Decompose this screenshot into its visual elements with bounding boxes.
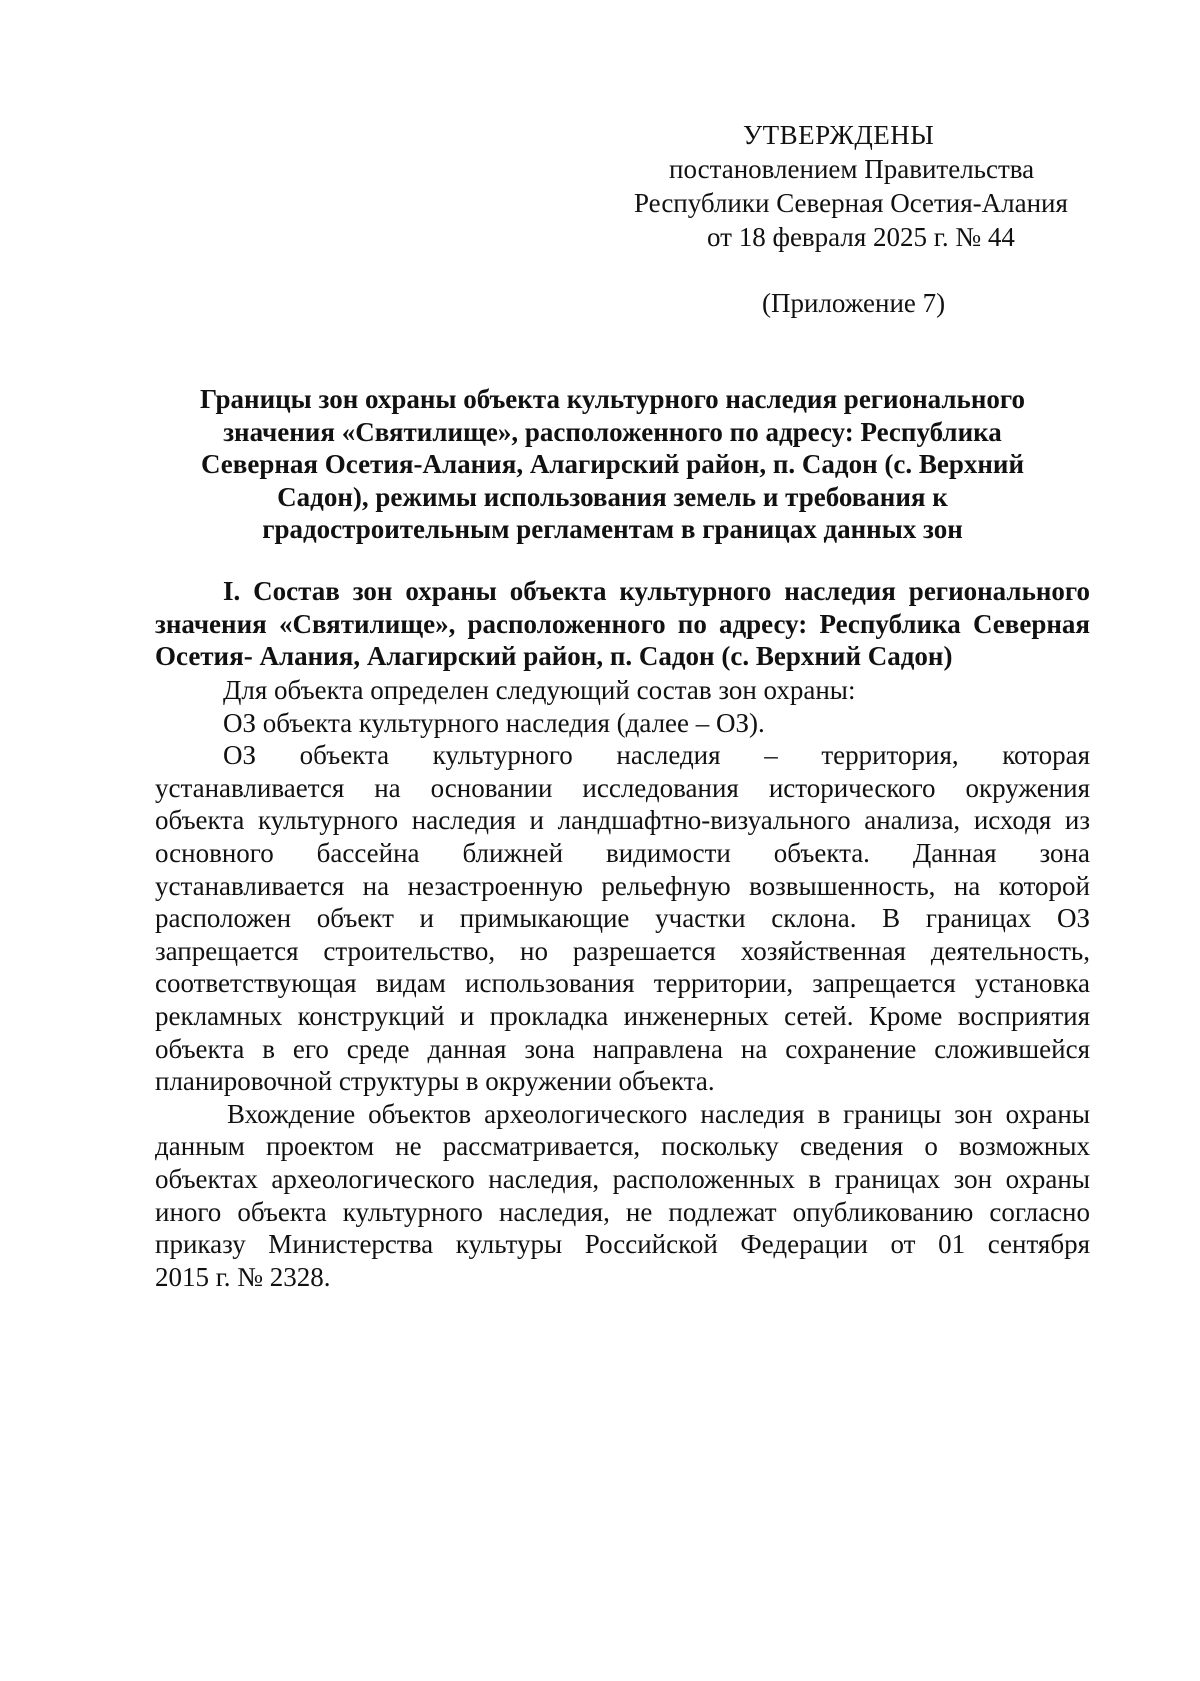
paragraph-line: основного бассейна ближней видимости объекта. Данная зона bbox=[155, 837, 1090, 868]
paragraph-line: 2015 г. № 2328. bbox=[155, 1261, 331, 1292]
paragraph-line: устанавливается на основании исследования исторического окружения bbox=[155, 772, 1090, 803]
approval-line: Республики Северная Осетия-Алания bbox=[634, 188, 1068, 218]
paragraph-line: приказу Министерства культуры Российской Федерации от 01 сентября bbox=[155, 1229, 1090, 1260]
title-line: значения «Святилище», расположенного по адресу: Республика bbox=[223, 416, 1002, 447]
paragraph-line: запрещается строительство, но разрешается хозяйственная деятельность, bbox=[155, 935, 1090, 966]
section-heading-line: I. Состав зон охраны объекта культурного наследия регионального bbox=[223, 576, 1090, 606]
approval-line: от 18 февраля 2025 г. № 44 bbox=[707, 222, 1015, 252]
appendix-label: (Приложение 7) bbox=[762, 288, 946, 318]
paragraph-line: устанавливается на незастроенную рельефную возвышенность, на которой bbox=[155, 870, 1090, 901]
title-line: градостроительным регламентам в границах данных зон bbox=[262, 514, 963, 544]
document-title bbox=[150, 383, 1075, 546]
paragraph-line: ОЗ объекта культурного наследия (далее – ОЗ). bbox=[223, 707, 765, 738]
paragraph-line: объекта в его среде данная зона направлена на сохранение сложившейся bbox=[155, 1033, 1090, 1064]
section-heading bbox=[155, 575, 1090, 673]
paragraph-line: соответствующая видам использования территории, запрещается установка bbox=[155, 968, 1090, 999]
title-line: Садон), режимы использования земель и требования к bbox=[277, 481, 948, 512]
paragraph-line: ОЗ объекта культурного наследия – территория, которая bbox=[223, 740, 1090, 771]
paragraph-line: Для объекта определен следующий состав зон охраны: bbox=[223, 675, 856, 705]
paragraph-line: Вхождение объектов археологического наследия в границы зон охраны bbox=[227, 1098, 1090, 1129]
paragraph-line: планировочной структуры в окружении объекта. bbox=[155, 1066, 715, 1097]
title-line: Северная Осетия-Алания, Алагирский район, п. Садон (с. Верхний bbox=[200, 449, 1025, 479]
title-line: Границы зон охраны объекта культурного наследия регионального bbox=[200, 384, 1025, 414]
approval-line: постановлением Правительства bbox=[669, 154, 1035, 184]
section-heading-line: Осетия- Алания, Алагирский район, п. Садон (с. Верхний Садон) bbox=[155, 641, 953, 671]
paragraph-line: рекламных конструкций и прокладка инженерных сетей. Кроме восприятия bbox=[155, 1000, 1090, 1031]
section-body bbox=[155, 674, 1090, 1293]
paragraph-line: данным проектом не рассматривается, поскольку сведения о возможных bbox=[155, 1131, 1090, 1162]
section-heading-line: значения «Святилище», расположенного по адресу: Республика Северная bbox=[155, 608, 1090, 639]
approval-block bbox=[560, 118, 1120, 254]
paragraph-line: объекта культурного наследия и ландшафтно-визуального анализа, исходя из bbox=[155, 805, 1090, 836]
approval-line: УТВЕРЖДЕНЫ bbox=[743, 120, 935, 150]
paragraph-line: иного объекта культурного наследия, не подлежат опубликованию согласно bbox=[155, 1196, 1090, 1227]
paragraph-line: расположен объект и примыкающие участки склона. В границах ОЗ bbox=[155, 903, 1090, 934]
paragraph-line: объектах археологического наследия, расположенных в границах зон охраны bbox=[155, 1163, 1090, 1194]
